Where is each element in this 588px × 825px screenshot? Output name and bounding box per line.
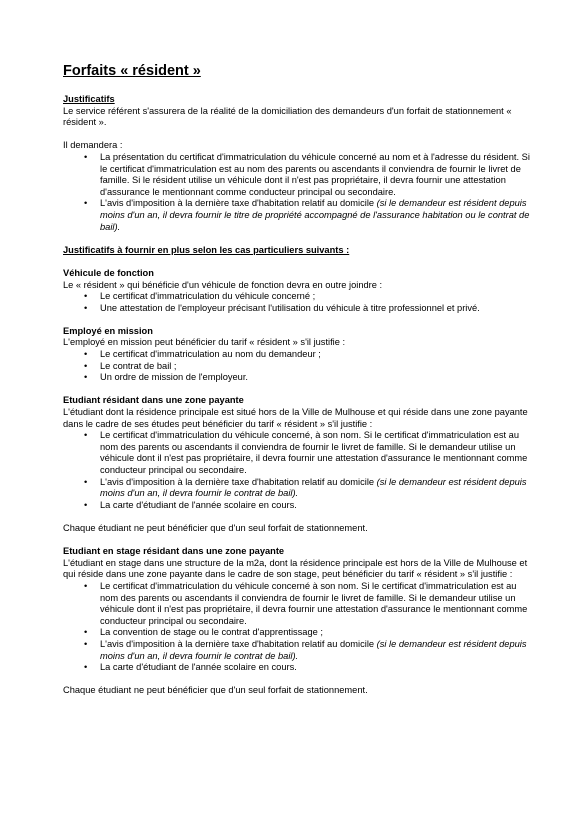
section-heading-justificatifs: Justificatifs <box>63 94 115 104</box>
list-item: • La convention de stage ou le contrat d'apprentissage ; <box>100 627 533 639</box>
etudiant-note: Chaque étudiant ne peut bénéficier que d'un seul forfait de stationnement. <box>63 522 368 533</box>
page-title: Forfaits « résident » <box>63 63 201 79</box>
list-item: • La présentation du certificat d'immatriculation du véhicule concerné au nom et à l'adresse du résident. Si le certificat d'immatriculation est au nom des parents ou ascendants il conviendra de fournir le livret de famille. Si le résident utilise un véhicule dont il n'est pas propriétaire, il devra fournir une attestation d'assurance le mentionnant comme conducteur principal ou secondaire. <box>100 152 533 198</box>
list-item: • Un ordre de mission de l'employeur. <box>100 372 533 384</box>
stage-list <box>63 581 533 674</box>
demandera-label: Il demandera : <box>63 140 123 151</box>
list-item: • Le certificat d'immatriculation du véhicule concerné à son nom. Si le certificat d'immatriculation est au nom des parents ou ascendants il conviendra de fournir le livret de famille. Si le demandeur utilise un véhicule dont il n'est pas propriétaire, il devra fournir une attestation d'assurance le mentionnant comme conducteur principal ou secondaire. <box>100 581 533 627</box>
subheading-etudiant-stage: Etudiant en stage résidant dans une zone payante <box>63 546 285 557</box>
document-body <box>63 62 533 697</box>
vehicule-intro: Le « résident » qui bénéficie d'un véhicule de fonction devra en outre joindre : <box>63 279 383 290</box>
list-item: • Le contrat de bail ; <box>100 361 533 373</box>
list-item: • Le certificat d'immatriculation au nom du demandeur ; <box>100 349 533 361</box>
list-item: • Le certificat d'immatriculation du véhicule concerné ; <box>100 291 533 303</box>
list-item: • Une attestation de l'employeur précisant l'utilisation du véhicule à titre professionnel et privé. <box>100 303 533 315</box>
vehicule-list <box>63 291 533 314</box>
list-item: • L'avis d'imposition à la dernière taxe d'habitation relatif au domicile (si le demandeur est résident depuis moins d'un an, il devra fournir le titre de propriété accompagné de l'assurance habitation ou le contrat de bail). <box>100 198 533 233</box>
employe-intro: L'employé en mission peut bénéficier du tarif « résident » s'il justifie : <box>63 337 346 348</box>
list-item: • Le certificat d'immatriculation du véhicule concerné, à son nom. Si le certificat d'immatriculation est au nom des parents ou ascendants il conviendra de fournir le livret de famille. Si le demandeur utilise un véhicule dont il n'est pas propriétaire, il devra fournir une attestation d'assurance le mentionnant comme conducteur principal ou secondaire. <box>100 430 533 476</box>
subheading-etudiant-zone-payante: Etudiant résidant dans une zone payante <box>63 395 244 406</box>
justificatifs-intro: Le service référent s'assurera de la réalité de la domiciliation des demandeurs d'un forfait de stationnement « résident ». <box>63 105 512 128</box>
employe-list <box>63 349 533 384</box>
list-item: • L'avis d'imposition à la dernière taxe d'habitation relatif au domicile (si le demandeur est résident depuis moins d'un an, il devra fournir le contrat de bail). <box>100 477 533 500</box>
etudiant-list <box>63 430 533 511</box>
justificatifs-list <box>63 152 533 233</box>
list-item: • La carte d'étudiant de l'année scolaire en cours. <box>100 500 533 512</box>
etudiant-intro: L'étudiant dont la résidence principale est situé hors de la Ville de Mulhouse et qui réside dans une zone payante dans le cadre de ses études peut bénéficier du tarif « résident » s'il justifie : <box>63 407 528 429</box>
subheading-employe-mission: Employé en mission <box>63 325 153 336</box>
list-item: • La carte d'étudiant de l'année scolaire en cours. <box>100 662 533 674</box>
subheading-vehicule-fonction: Véhicule de fonction <box>63 267 154 278</box>
list-item: • L'avis d'imposition à la dernière taxe d'habitation relatif au domicile (si le demandeur est résident depuis moins d'un an, il devra fournir le contrat de bail). <box>100 639 533 662</box>
stage-note: Chaque étudiant ne peut bénéficier que d'un seul forfait de stationnement. <box>63 685 368 696</box>
stage-intro: L'étudiant en stage dans une structure de la m2a, dont la résidence principale est hors de la Ville de Mulhouse et qui réside dans une zone payante dans le cadre de son stage, peut bénéficier du tarif « résident » s'il justifie : <box>63 557 528 580</box>
section-heading-cas-particuliers: Justificatifs à fournir en plus selon les cas particuliers suivants : <box>63 244 350 255</box>
